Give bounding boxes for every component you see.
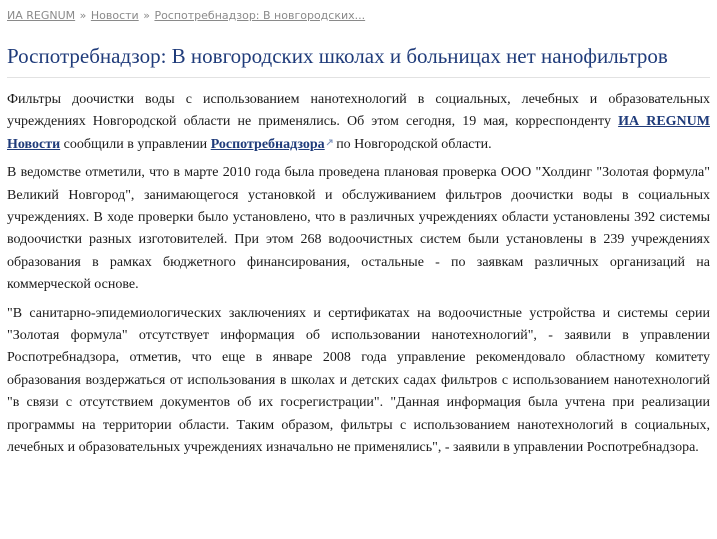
breadcrumb (7, 9, 710, 23)
agency-link[interactable]: ИА REGNUM Новости (7, 114, 710, 152)
breadcrumb-separator: » (143, 9, 150, 22)
page-title: Роспотребнадзор: В новгородских школах и больницах нет нанофильтров (7, 44, 668, 68)
paragraph-text: сообщили в управлении (60, 136, 211, 152)
breadcrumb-separator: » (79, 9, 87, 22)
paragraph-text: Фильтры доочистки воды с использованием нанотехнологий в социальных, лечебных и образовательных учреждениях Новгородской области не применялись. Об этом сегодня, 19 мая, корреспонденту (7, 92, 710, 130)
article-paragraph: "В санитарно-эпидемиологических заключениях и сертификатах на водоочистные устройства и системы серии "Золотая формула" отсутствует информация об использовании нанотехнологий", - заявили в управлении Роспотребнадзора, отметив, что еще в январе 2008 года управление рекомендовало областному комитету образования воздержаться от использования в школах и детских садах фильтров с использованием нанотехнологий "в связи с отсутствием документов об их госрегистрации". "Данная информация была учтена при реализации программы на территории области. Таким образом, фильтры с использованием нанотехнологий в социальных, лечебных и образовательных учреждениях изначально не применялись", - заявили в управлении Роспотребнадзора. (7, 305, 710, 456)
article-paragraph: В ведомстве отметили, что в марте 2010 года была проведена плановая проверка ООО "Холдинг "Золотая формула" Великий Новгород", занимающегося установкой и обслуживанием фильтров доочистки воды в социальных учреждениях. В ходе проверки было установлено, что в различных учреждениях области установлены 392 системы водоочистки разных изготовителей. При этом 268 водоочистных систем были установлены в 239 учреждениях образования в рамках бюджетного финансирования, остальные - по заявкам различных организаций на коммерческой основе. (7, 165, 710, 293)
external-link-icon (326, 139, 333, 146)
breadcrumb-home-link[interactable]: ИА REGNUM (7, 9, 76, 22)
paragraph-text: по Новгородской области. (332, 136, 492, 152)
divider (7, 77, 710, 78)
article-paragraph (7, 89, 710, 156)
breadcrumb-section-link[interactable]: Новости (90, 9, 139, 22)
breadcrumb-current-link[interactable]: Роспотребнадзор: В новгородских... (154, 9, 366, 22)
rospotrebnadzor-link[interactable]: Роспотребнадзора (210, 136, 325, 152)
article-body (7, 89, 710, 466)
